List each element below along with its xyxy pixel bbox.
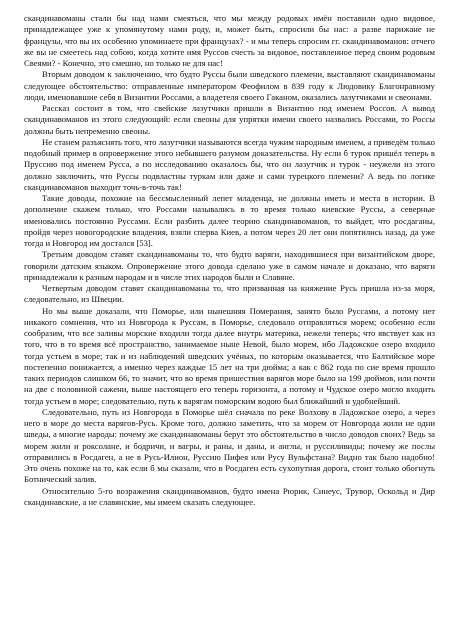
paragraph: Не станем разъяснять того, что лазутчики называются всегда чужим народным именем, а приведём только подобный пример в опровержение этого небывшего разумом доказательства. Ну если б турок пришёл теперь в Пруссию под именем Русса, а по исследованию оказалось бы, что он лазутчик и турок - неужели из этого должно заключить, что Руссы подвластны туркам или даже и сами турецкого племени? А ведь по логике скандинавоманов выходит точь-в-точь так! <box>24 136 435 192</box>
document-page <box>24 13 435 508</box>
paragraph: Четвертым доводом ставят скандинавоманы то, что призванная на княжение Русь пришла из-за моря, следовательно, из Швеции. <box>24 283 435 305</box>
paragraph: Но мы выше доказали, что Поморье, или нынешняя Померания, занято было Руссами, а потому нет никакого сомнения, что из Новгорода к Руссам, в Поморье, следовало отправляться морем; особенно если сообразим, что все заливы морские входили тогда далее внутрь материка, нежели теперь; что явствует как из того, что в то время всё пространство, занимаемое ныне Невой, было морем, ибо Ладожское озеро входило тогда устьем в море; так и из наблюдений шведских учёных, по которым оказывается, что Балтийское море постепенно понижается, а именно через каждые 15 лет на три дюйма; а как с 862 года по сие время прошло таких периодов слишком 66, то значит, что во время пришествия варягов море было на 199 дюймов, или почти на две с половиной сажени, выше настоящего его теперь горизонта, а потому и Чудское озеро могло входить тогда устьем в море; следовательно, путь к варягам поморским водою был ближайший и удобнейший. <box>24 305 435 406</box>
paragraph: Относительно 5-го возражения скандинавоманов, будто имена Рюрик, Синеус, Трувор, Оскольд и Дир скандинавские, а не славянские, мы имеем сказать следующее. <box>24 485 435 507</box>
paragraph: Вторым доводом к заключению, что будто Руссы были шведского племени, выставляют скандинавоманы следующее обстоятельство: отправленные императором Феофилом в 839 году к Людовику Благонравному люди, именовавшие себя в Византии Россами, а владетеля своего Гаканом, оказались лазутчиками и свеонами. <box>24 69 435 102</box>
paragraph: Следовательно, путь из Новгорода в Поморье шёл сначала по реке Волхову в Ладожское озеро, а через него в море до места варягов-Русь. Кроме того, должно заметить, что за морем от Новгорода жили не одни шведы, а многие народы: почему же скандинавоманы берут это обстоятельство в число доводов своих? Ведь за морем жили и роксолане, и бодричи, и вагры, и раны, и даны, и англы, и руссиливиды; почему же послы отправились в Росдаген, а не в Русь-Илион, Руссию Пифея или Русу Вульфстана? Видно так было надобно! Это очень похоже на то, как если б мы сказали, что в Росдаген есть сухопутная дорога, стоит только обогнуть Ботнический залив. <box>24 406 435 485</box>
paragraph: Третьим доводом ставят скандинавоманы то, что будто варяги, находившиеся при византийском дворе, говорили датским языком. Опровержение этого довода сделано уже в самом начале и доказано, что варяги принадлежали к разным народам и в числе этих народов были и Славяне. <box>24 249 435 282</box>
paragraph: Такие доводы, похожие на бессмысленный лепет младенца, не должны иметь и места в истории. В дополнение скажем только, что Россами назывались в то время только киевские Руссы, а северные именовались постоянно Руссами. Если разбить далее теорию скандинавоманов, то выйдет, что росдаганы, пройдя через новогородские владения, взяли сперва Киев, а потом через 20 лет они попятились назад, да уже тогда и Новгород им достался [53]. <box>24 193 435 248</box>
paragraph: Рассказ состоит в том, что свейские лазутчики пришли в Византию под именем Россов. А вывод скандинавоманов из этого следующий: если свеоны для упрятки имени своего назвались Россами, то Россы должны быть непременно свеоны. <box>24 103 435 136</box>
paragraph: скандинавоманы стали бы над нами смеяться, что мы между родовых имён поставили одно видовое, принадлежащее уже к упомянутому нами роду, и, может быть, спросили бы нас: а разве парижане не французы, что вы их особенно упоминаете при французах? - и мы теперь спросим гг. скандинавоманов: отчего же вы не смеетесь над собою, когда хотите имя Руссов счесть за видовое, поставленное перед своим родовым Свеями? - Конечно, это смешно, но только не для нас! <box>24 13 435 68</box>
